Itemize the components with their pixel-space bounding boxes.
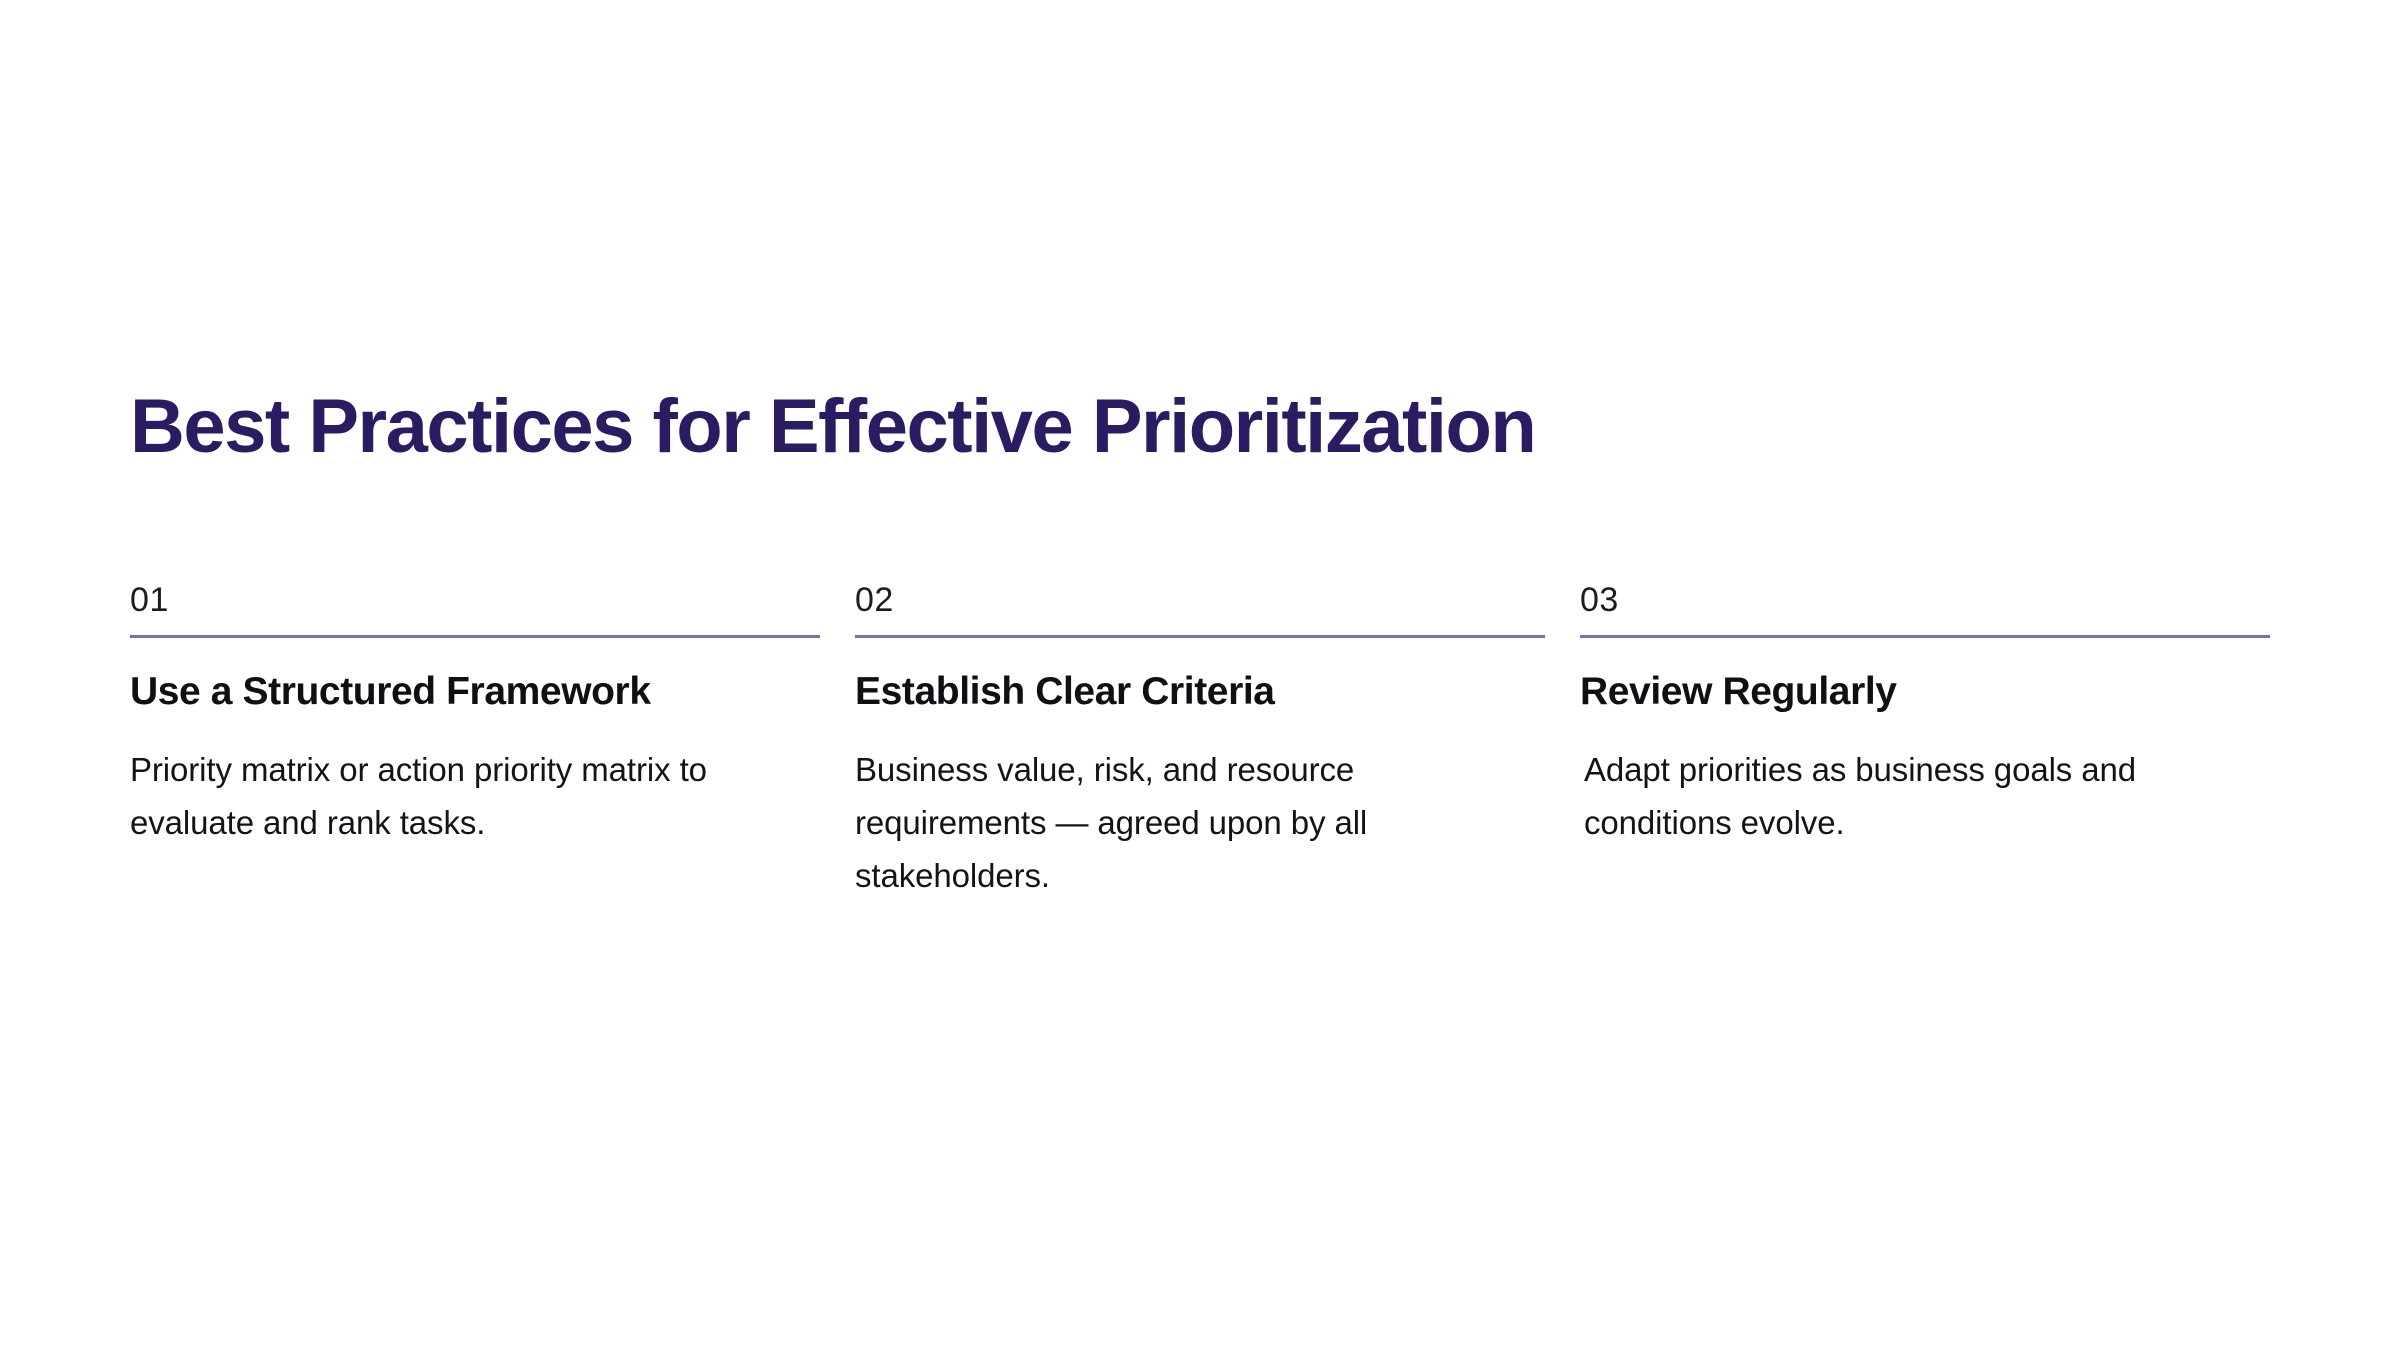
practice-body-text: Adapt priorities as business goals and conditions evolve. bbox=[1584, 750, 2137, 841]
practice-heading: Review Regularly bbox=[1580, 669, 1897, 713]
practice-number: 03 bbox=[1580, 581, 1619, 619]
practice-heading: Establish Clear Criteria bbox=[855, 669, 1275, 713]
practices-columns bbox=[130, 580, 2270, 903]
column-divider-rule bbox=[855, 635, 1545, 638]
practice-column-01 bbox=[130, 580, 820, 903]
page-title: Best Practices for Effective Prioritization bbox=[130, 384, 1536, 469]
practice-body-text: Business value, risk, and resource requirements — agreed upon by all stakeholders. bbox=[855, 750, 1368, 895]
column-divider-rule bbox=[1580, 635, 2270, 638]
practice-column-03 bbox=[1580, 580, 2270, 903]
practice-heading: Use a Structured Framework bbox=[130, 669, 651, 713]
practice-number: 01 bbox=[130, 581, 169, 619]
practice-column-02 bbox=[855, 580, 1545, 903]
practice-number: 02 bbox=[855, 581, 894, 619]
column-divider-rule bbox=[130, 635, 820, 638]
practice-body-text: Priority matrix or action priority matrix to evaluate and rank tasks. bbox=[130, 750, 707, 841]
